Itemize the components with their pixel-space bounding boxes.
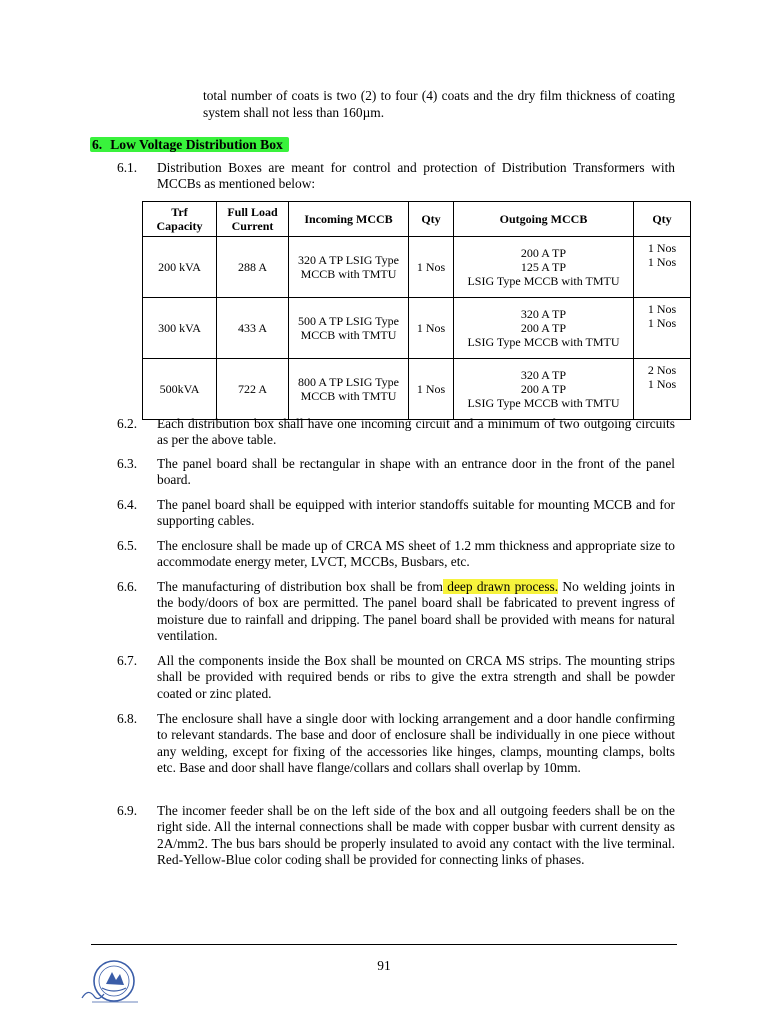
- clause-6-3: [117, 456, 675, 489]
- clause-number: 6.8.: [117, 711, 138, 726]
- header-qty-outgoing: Qty: [634, 202, 691, 237]
- header-outgoing-mccb: Outgoing MCCB: [454, 202, 634, 237]
- clause-number: 6.2.: [117, 416, 138, 431]
- table-header-row: [143, 202, 691, 237]
- cell-capacity: 200 kVA: [143, 237, 217, 298]
- header-qty-incoming: Qty: [409, 202, 454, 237]
- cell-qty-incoming: 1 Nos: [409, 298, 454, 359]
- intro-paragraph: total number of coats is two (2) to four (4) coats and the dry film thickness of coating system shall not less than 160µm.: [203, 88, 675, 120]
- footer-divider: [91, 944, 677, 945]
- cell-current: 433 A: [217, 298, 289, 359]
- cell-current: 722 A: [217, 359, 289, 420]
- section-heading-highlight: [90, 137, 289, 152]
- cell-capacity: 500kVA: [143, 359, 217, 420]
- cell-outgoing: 320 A TP 200 A TP LSIG Type MCCB with TMTU: [454, 359, 634, 420]
- clause-text: Distribution Boxes are meant for control and protection of Distribution Transformers with MCCBs as mentioned below:: [157, 160, 675, 192]
- cell-current: 288 A: [217, 237, 289, 298]
- section-heading: [90, 136, 289, 153]
- cell-qty-outgoing: 1 Nos 1 Nos: [634, 298, 691, 359]
- clause-6-5: [117, 538, 675, 571]
- header-full-load-current: Full Load Current: [217, 202, 289, 237]
- highlighted-phrase: deep drawn process.: [442, 579, 559, 594]
- header-incoming-mccb: Incoming MCCB: [289, 202, 409, 237]
- clause-number: 6.1.: [117, 160, 138, 175]
- clause-number: 6.9.: [117, 803, 138, 818]
- clause-6-8: [117, 711, 675, 777]
- cell-incoming: 500 A TP LSIG Type MCCB with TMTU: [289, 298, 409, 359]
- cell-qty-incoming: 1 Nos: [409, 237, 454, 298]
- clause-text: The enclosure shall have a single door with locking arrangement and a door handle confirming to relevant standards. The base and door of enclosure shall be individually in one piece without any welding, except for fixing of the accessories like hinges, clamps, mounting clamps, bolts etc. Base and door shall have flange/collars and collars shall overlap by 10mm.: [157, 711, 675, 776]
- cell-qty-outgoing: 2 Nos 1 Nos: [634, 359, 691, 420]
- clause-text: The incomer feeder shall be on the left side of the box and all outgoing feeders shall be on the right side. All the internal connections shall be made with copper busbar with current density as 2A/mm2. The bus bars should be properly insulated to avoid any contact with the live terminal. Red-Yellow-Blue color coding shall be provided for connecting links of phases.: [157, 803, 675, 868]
- clause-text: The panel board shall be equipped with interior standoffs suitable for mounting MCCB and for supporting cables.: [157, 497, 675, 529]
- table-row: [143, 237, 691, 298]
- clause-6-6: [117, 579, 675, 645]
- cell-incoming: 320 A TP LSIG Type MCCB with TMTU: [289, 237, 409, 298]
- page-number: 91: [377, 958, 391, 973]
- table-row: [143, 359, 691, 420]
- clause-6-9: [117, 803, 675, 869]
- header-trf-capacity: Trf Capacity: [143, 202, 217, 237]
- clause-number: 6.6.: [117, 579, 138, 594]
- clause-text: Each distribution box shall have one incoming circuit and a minimum of two outgoing circuits as per the above table.: [157, 416, 675, 448]
- cell-qty-outgoing: 1 Nos 1 Nos: [634, 237, 691, 298]
- clause-number: 6.3.: [117, 456, 138, 471]
- section-title: Low Voltage Distribution Box: [110, 137, 283, 152]
- clause-6-4: [117, 497, 675, 530]
- cell-outgoing: 320 A TP 200 A TP LSIG Type MCCB with TMTU: [454, 298, 634, 359]
- clause-6-1: [117, 160, 675, 193]
- cell-qty-incoming: 1 Nos: [409, 359, 454, 420]
- clause-text: The enclosure shall be made up of CRCA MS sheet of 1.2 mm thickness and appropriate size to accommodate energy meter, LVCT, MCCBs, Busbars, etc.: [157, 538, 675, 570]
- table-row: [143, 298, 691, 359]
- clause-6-2: [117, 416, 675, 449]
- cell-outgoing: 200 A TP 125 A TP LSIG Type MCCB with TMTU: [454, 237, 634, 298]
- mccb-spec-table: [142, 201, 691, 420]
- section-number: 6.: [92, 137, 103, 152]
- clause-text: The manufacturing of distribution box shall be from deep drawn process. No welding joints in the body/doors of box are permitted. The panel board shall be fabricated to prevent ingress of moisture due to rainfall and dripping. The panel board shall be provided with means for natural ventilation.: [157, 579, 675, 644]
- clause-text: The panel board shall be rectangular in shape with an entrance door in the front of the panel board.: [157, 456, 675, 488]
- clause-number: 6.7.: [117, 653, 138, 668]
- cell-incoming: 800 A TP LSIG Type MCCB with TMTU: [289, 359, 409, 420]
- clause-number: 6.5.: [117, 538, 138, 553]
- cell-capacity: 300 kVA: [143, 298, 217, 359]
- clause-number: 6.4.: [117, 497, 138, 512]
- clause-6-7: [117, 653, 675, 702]
- clause-text: All the components inside the Box shall be mounted on CRCA MS strips. The mounting strips shall be provided with required bends or ribs to give the extra strength and shall be powder coated or zinc plated.: [157, 653, 675, 701]
